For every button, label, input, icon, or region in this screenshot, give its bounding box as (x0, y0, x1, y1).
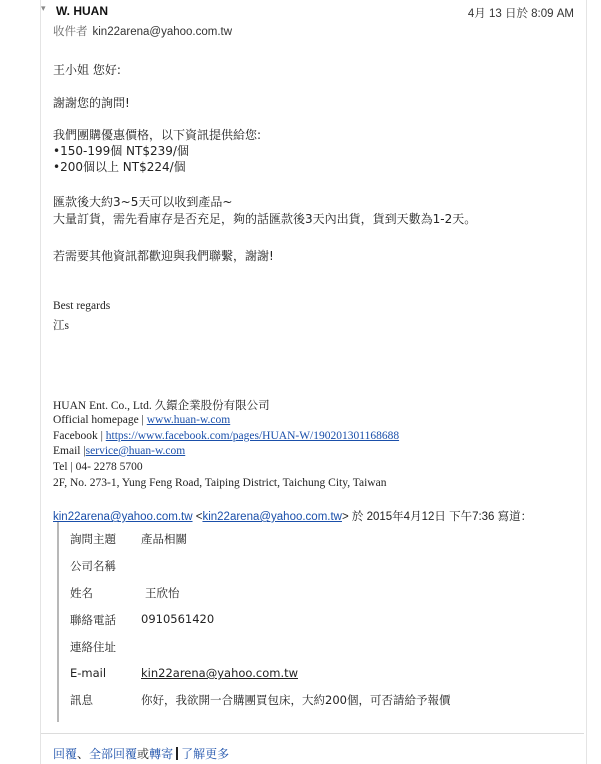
company-name: HUAN Ent. Co., Ltd. 久鐶企業股份有限公司 (53, 400, 270, 412)
field-label-company: 公司名稱 (70, 559, 116, 573)
facebook-label: Facebook | (53, 430, 106, 442)
field-label-phone: 聯絡電話 (70, 613, 116, 627)
field-label-address: 連絡住址 (70, 640, 116, 654)
greeting: 王小姐 您好: (53, 63, 121, 77)
facebook-line (53, 430, 399, 442)
learn-more-link[interactable]: 了解更多 (181, 747, 230, 761)
signer-name: 江s (53, 320, 69, 332)
homepage-link[interactable]: www.huan-w.com (146, 414, 231, 426)
field-value-message: 你好，我欲開一合購團買包床，大約200個，可否請給予報價 (141, 693, 451, 707)
contact-line: 若需要其他資訊都歡迎與我們聯繫，謝謝! (53, 249, 274, 263)
forward-link[interactable]: 轉寄 (149, 747, 174, 761)
field-value-name: 王欣怡 (145, 586, 180, 600)
field-label-subject: 詢問主題 (70, 532, 116, 546)
quote-sender-address-link[interactable]: kin22arena@yahoo.com.tw (202, 511, 342, 523)
reply-link[interactable]: 回覆 (53, 747, 78, 761)
field-label-message: 訊息 (70, 693, 93, 707)
reply-all-link[interactable]: 全部回覆 (89, 747, 138, 761)
quote-header: kin22arena@yahoo.com.tw <kin22arena@yahoo.com.tw> 於 2015年4月12日 下午7:36 寫道： (53, 511, 533, 523)
recipient-address[interactable]: kin22arena@yahoo.com.tw (92, 26, 233, 38)
regards: Best regards (53, 300, 111, 312)
message-date: 4月 13 日於 8:09 AM (467, 8, 574, 20)
footer-divider (41, 733, 584, 734)
email-link[interactable]: service@huan-w.com (85, 445, 186, 457)
delivery-line-2: 大量訂貨，需先看庫存是否充足，夠的話匯款後3天內出貨，貨到天數為1-2天。 (53, 212, 477, 226)
price-line-1: •150-199個 NT$239/個 (53, 144, 189, 158)
field-label-email: E-mail (70, 666, 107, 680)
email-line (53, 445, 185, 457)
recipient-line (53, 23, 232, 39)
cursor-bar (176, 747, 178, 760)
email-label: Email | (53, 445, 86, 457)
or-text: 或 (137, 747, 150, 761)
facebook-link[interactable]: https://www.facebook.com/pages/HUAN-W/190201301168688 (105, 430, 400, 442)
address-line: 2F, No. 273-1, Yung Feng Road, Taiping District, Taichung City, Taiwan (53, 477, 387, 489)
delivery-line-1: 匯款後大約3~5天可以收到產品~ (53, 195, 233, 209)
reply-actions (53, 745, 229, 762)
field-value-email-link[interactable]: kin22arena@yahoo.com.tw (141, 666, 299, 680)
thanks-line: 謝謝您的詢問! (53, 96, 130, 110)
recipient-label: 收件者 (53, 26, 88, 38)
intro-line: 我們團購優惠價格，以下資訊提供給您: (53, 128, 262, 142)
reply-separator: 、 (77, 747, 90, 761)
collapse-arrow-icon[interactable]: ▾ (41, 4, 46, 14)
homepage-label: Official homepage | (53, 414, 147, 426)
price-line-2: •200個以上 NT$224/個 (53, 160, 186, 174)
quote-meta: 於 2015年4月12日 下午7:36 寫道： (351, 511, 533, 523)
field-value-phone: 0910561420 (141, 612, 215, 626)
homepage-line (53, 414, 230, 426)
field-label-name: 姓名 (70, 586, 93, 600)
quote-sender-link[interactable]: kin22arena@yahoo.com.tw (53, 511, 193, 523)
tel-line: Tel | 04- 2278 5700 (53, 461, 143, 473)
sender-name[interactable]: W. HUAN (56, 4, 108, 18)
field-value-subject: 產品相關 (141, 532, 187, 546)
